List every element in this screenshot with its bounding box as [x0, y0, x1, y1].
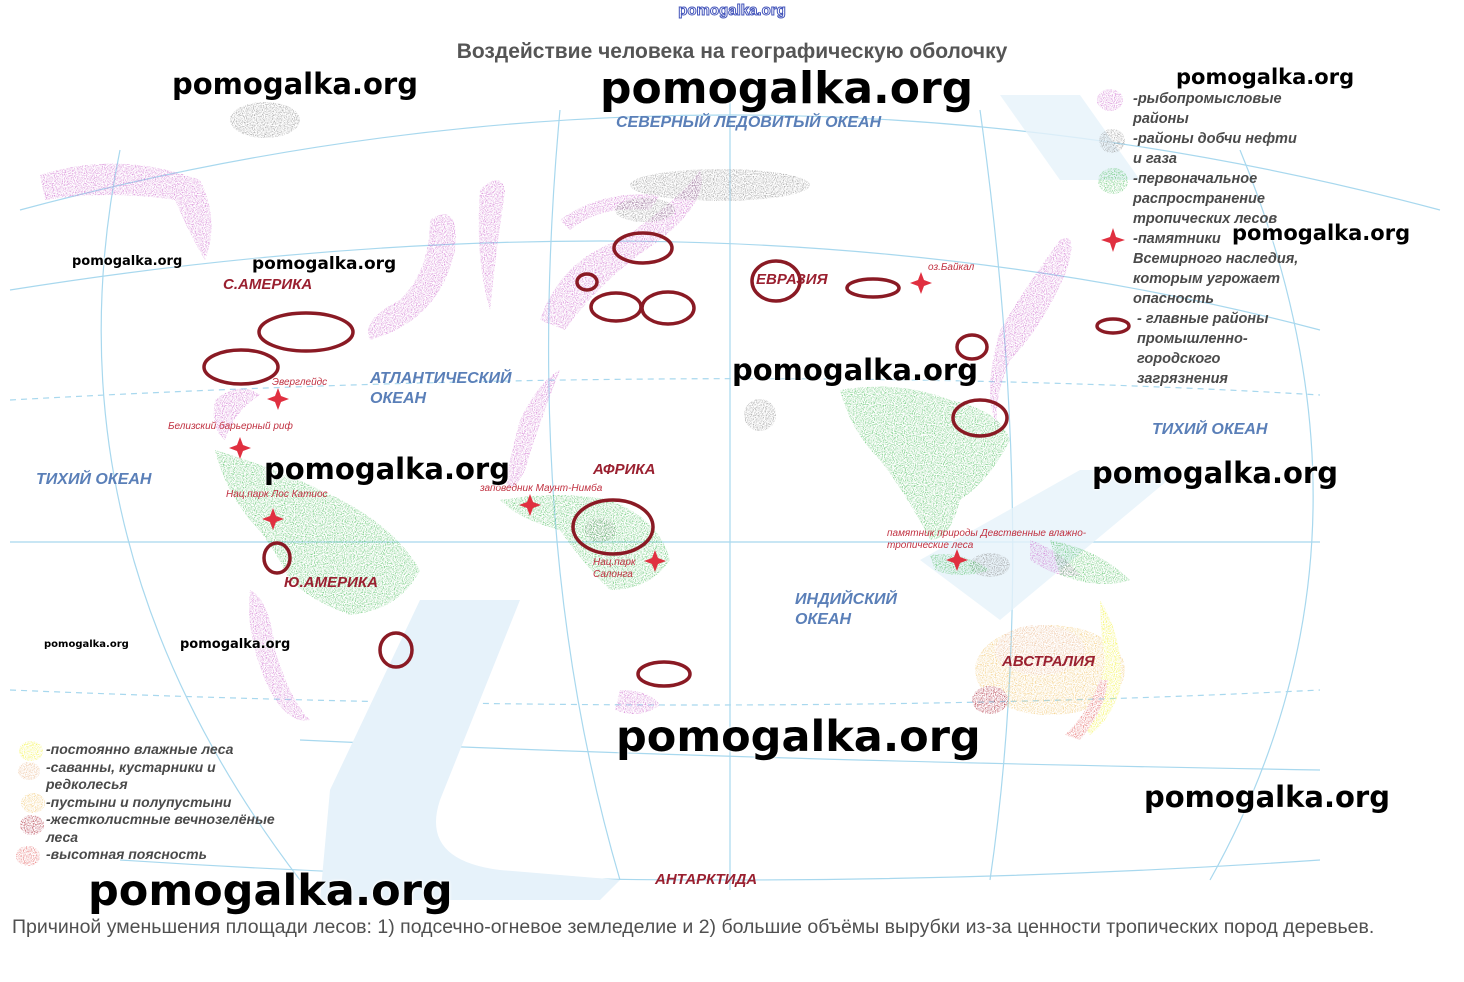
heritage-star-icon: [1101, 228, 1125, 252]
watermark: pomogalka.org: [264, 452, 510, 486]
legend-pollution-2: промышленно-: [1137, 331, 1248, 347]
ocean-label-pacific-west: ТИХИЙ ОКЕАН: [36, 471, 152, 488]
legend-wet-forest: -постоянно влажные леса: [46, 741, 234, 757]
legend-hardleaf-1: -жестколистные вечнозелёные: [46, 811, 275, 827]
watermark: pomogalka.org: [252, 254, 397, 274]
legend-heritage-4: опасность: [1133, 291, 1215, 307]
legend-left: [46, 741, 326, 864]
legend-heritage-3: которым угрожает: [1133, 271, 1280, 287]
legend-oil-2: и газа: [1133, 151, 1177, 167]
site-label-mount-nimba: заповедник Маунт-Нимба: [480, 483, 603, 494]
ocean-label-atlantic: АТЛАНТИЧЕСКИЙ: [370, 370, 512, 387]
heritage-star-icon: [267, 388, 289, 410]
legend-pollution-4: загрязнения: [1137, 371, 1228, 387]
legend-savanna-2: редколесья: [46, 776, 128, 792]
legend-savanna-1: -саванны, кустарники и: [46, 758, 216, 775]
site-label-baikal: оз.Байкал: [928, 262, 975, 273]
legend-oil-1: -районы добчи нефти: [1133, 131, 1297, 147]
legend-hardleaf-2: леса: [46, 828, 79, 845]
continent-label-australia: АВСТРАЛИЯ: [1002, 653, 1095, 670]
legend-heritage-2: Всемирного наследия,: [1133, 251, 1299, 267]
legend-desert: -пустыни и полупустыни: [46, 793, 232, 810]
continent-label-antarctica: АНТАРКТИДА: [655, 871, 758, 888]
legend-right-swatches: [1097, 89, 1128, 194]
legend-altitude: -высотная поясность: [46, 846, 207, 862]
australia-biomes: [972, 600, 1125, 740]
watermark: pomogalka.org: [1176, 65, 1355, 89]
ocean-label-indian-2: ОКЕАН: [795, 611, 852, 628]
watermark: pomogalka.org: [732, 353, 978, 387]
continent-label-africa: АФРИКА: [593, 461, 656, 478]
legend-fishing-1: -рыбопромысловые: [1133, 91, 1282, 107]
watermark: pomogalka.org: [600, 63, 974, 114]
watermark: pomogalka.org: [1092, 456, 1338, 490]
legend-fishing-2: районы: [1133, 111, 1189, 127]
site-label-sumatra-2: тропические леса: [887, 540, 974, 551]
ocean-label-arctic: СЕВЕРНЫЙ ЛЕДОВИТЫЙ ОКЕАН: [616, 114, 882, 131]
continent-label-north-america: С.АМЕРИКА: [223, 276, 313, 293]
watermark: pomogalka.org: [1232, 221, 1411, 245]
legend-left-swatches: [16, 741, 45, 866]
legend-pollution-1: - главные районы: [1137, 311, 1269, 327]
watermark: pomogalka.org: [44, 639, 129, 650]
site-label-sumatra: памятник природы Девственные влажно-: [887, 528, 1087, 539]
site-label-katios: Нац.парк Лос Катиос: [226, 489, 328, 500]
site-label-salonga: Нац.парк: [593, 557, 636, 568]
watermark: pomogalka.org: [1144, 780, 1390, 814]
bottom-answer-text: Причиной уменьшения площади лесов: 1) подсечно-огневое земледелие и 2) большие объёмы вырубки из-за ценности тропических пород деревьев.: [12, 916, 1375, 938]
site-label-salonga-2: Салонга: [593, 569, 633, 580]
watermark: pomogalka.org: [180, 637, 291, 652]
watermark: pomogalka.org: [88, 866, 453, 916]
legend-pollution-3: городского: [1137, 351, 1221, 367]
top-watermark: pomogalka.org: [678, 2, 786, 19]
map-title: Воздействие человека на географическую оболочку: [456, 40, 1008, 63]
legend-forest-3: тропических лесов: [1133, 211, 1278, 227]
site-label-everglades: Эверглейдс: [272, 377, 328, 388]
legend-heritage-1: -памятники: [1133, 231, 1221, 247]
heritage-star-icon: [910, 272, 932, 294]
continent-label-south-america: Ю.АМЕРИКА: [284, 574, 378, 591]
watermark: pomogalka.org: [616, 712, 981, 762]
watermark: pomogalka.org: [72, 254, 183, 269]
ocean-label-atlantic-2: ОКЕАН: [370, 390, 427, 407]
watermark: pomogalka.org: [172, 67, 418, 101]
ocean-label-indian: ИНДИЙСКИЙ: [795, 591, 898, 608]
ocean-label-pacific-east: ТИХИЙ ОКЕАН: [1152, 421, 1268, 438]
site-label-belize: Белизский барьерный риф: [168, 421, 293, 432]
continent-label-eurasia: ЕВРАЗИЯ: [756, 271, 828, 288]
legend-forest-1: -первоначальное: [1133, 171, 1258, 187]
legend-forest-2: распространение: [1133, 191, 1265, 207]
